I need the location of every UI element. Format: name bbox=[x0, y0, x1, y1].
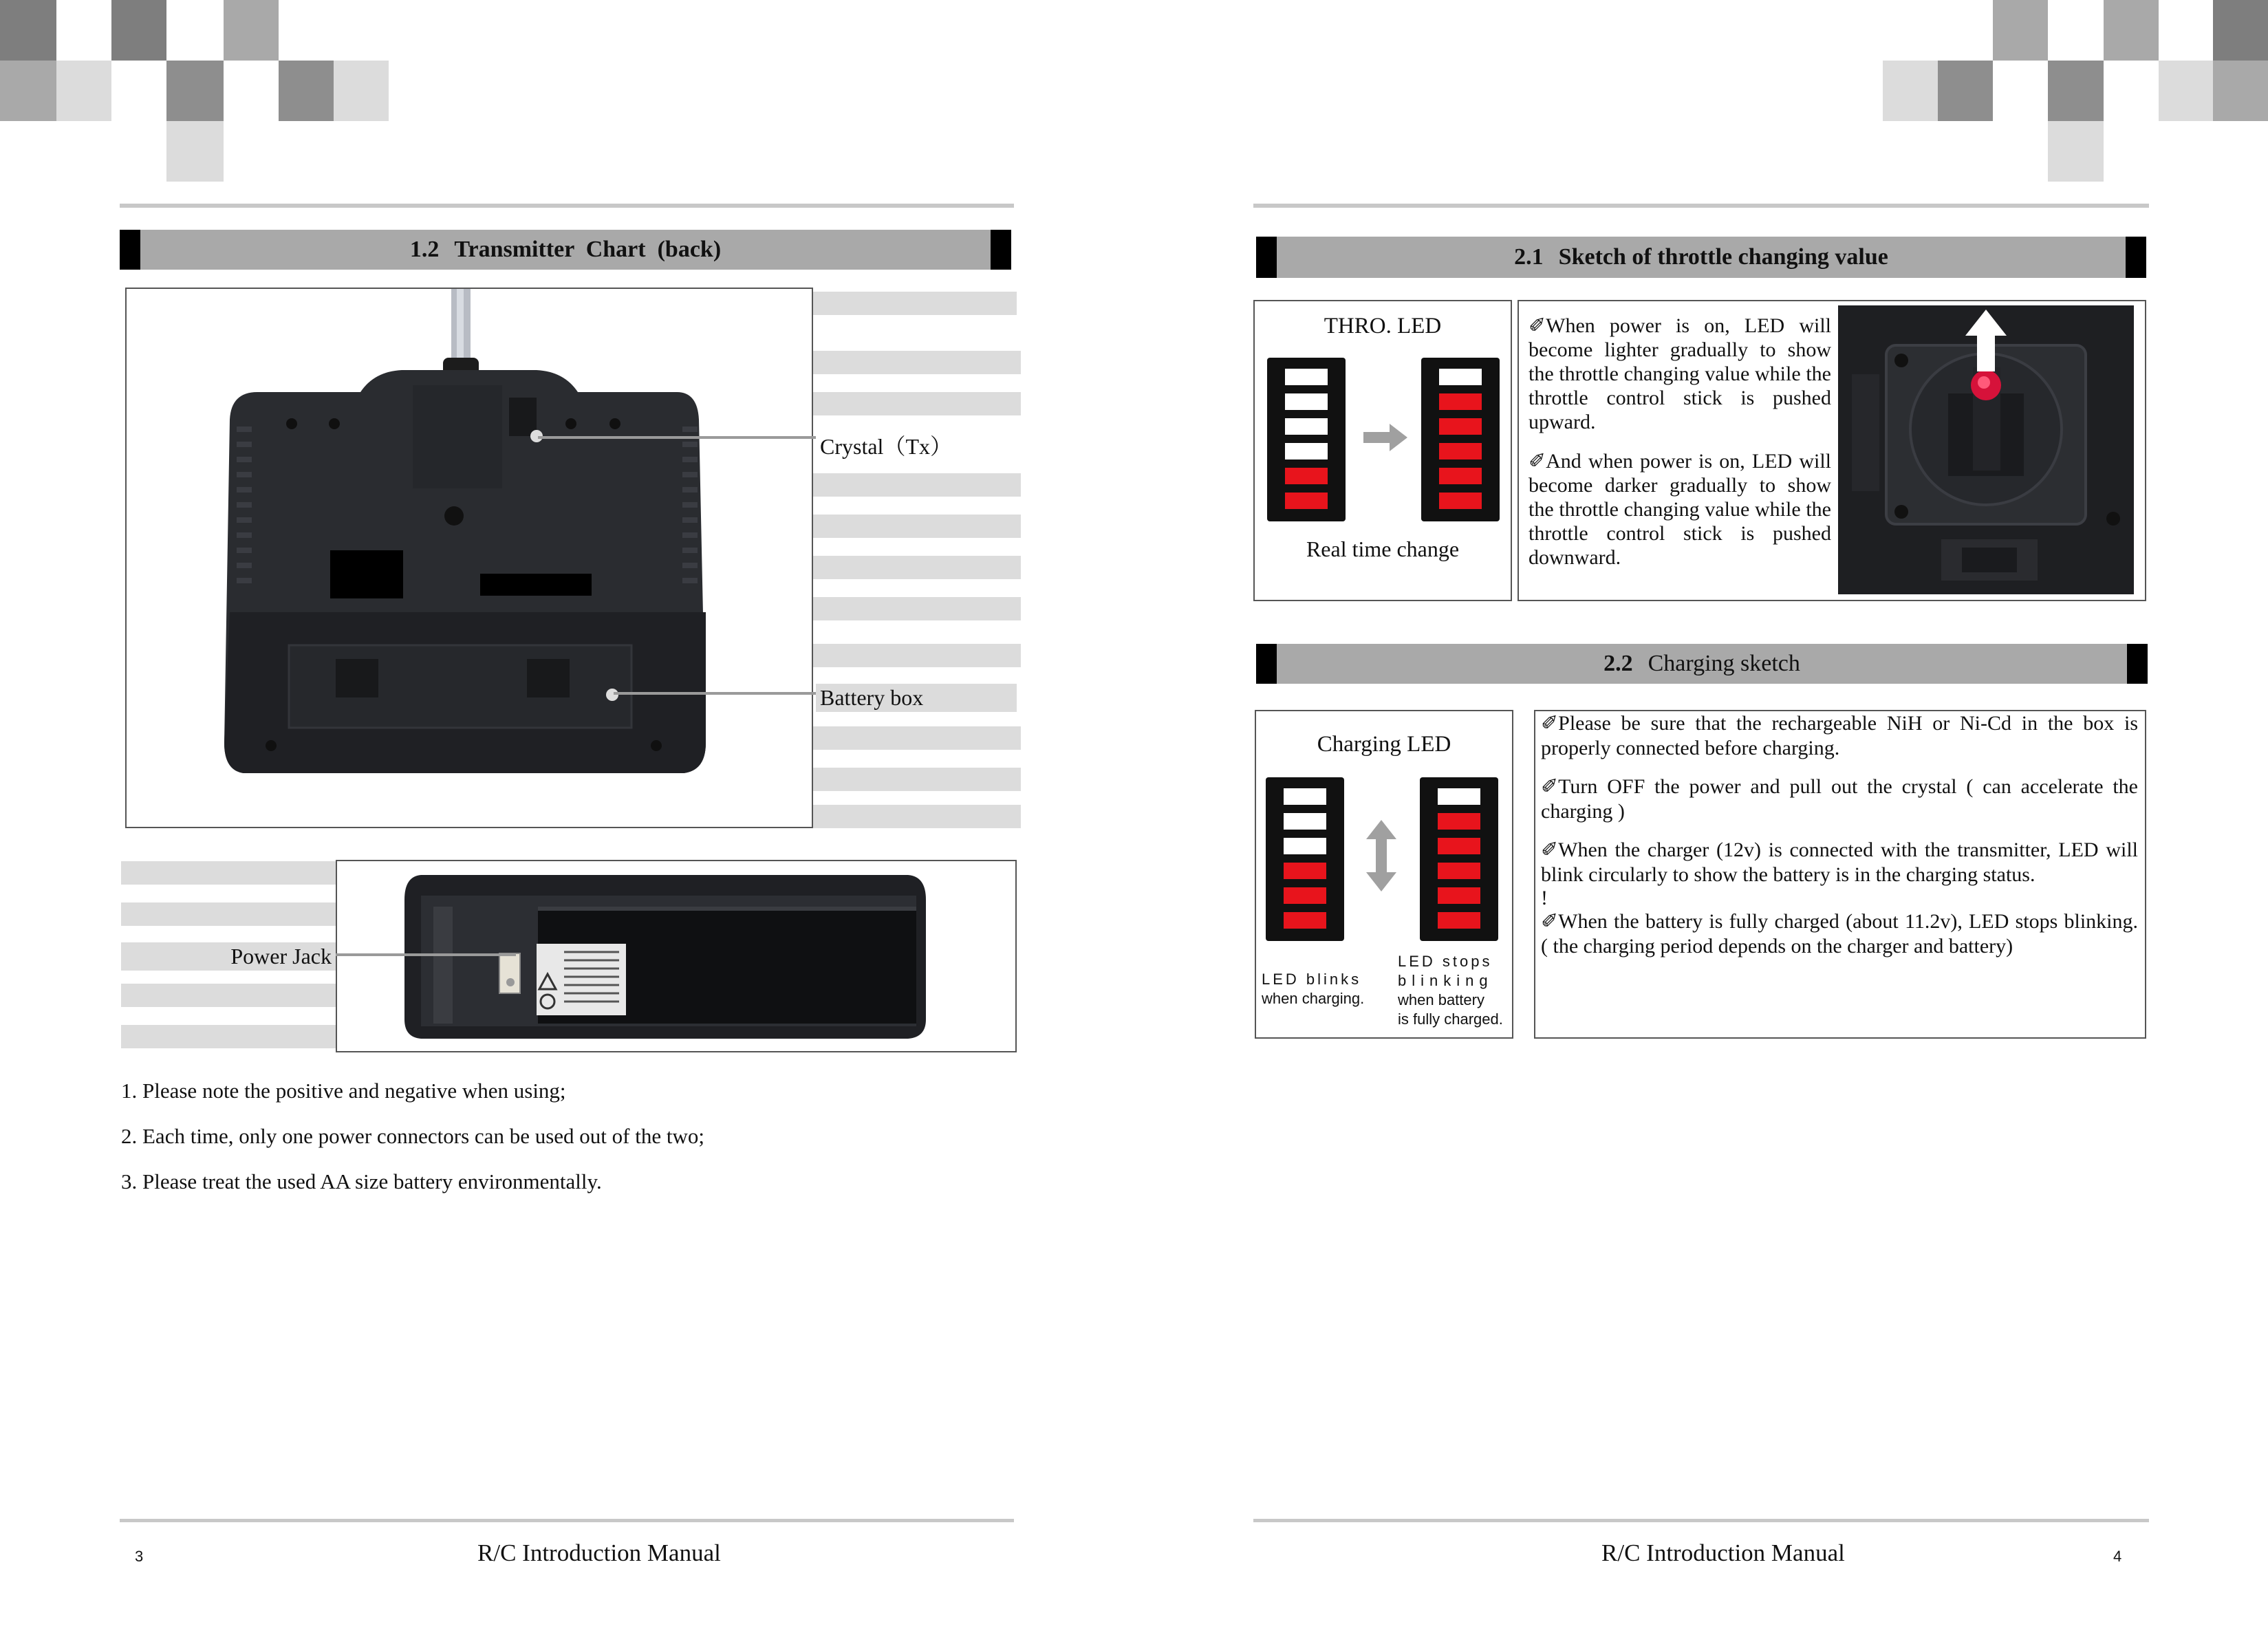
bottom-rule-left bbox=[120, 1519, 1014, 1522]
arrow-right-icon bbox=[1363, 424, 1407, 455]
section-header-2-1 bbox=[1256, 237, 2146, 278]
throttle-caption: Real time change bbox=[1306, 537, 1460, 561]
caption-stopped-line-3: when battery bbox=[1398, 991, 1484, 1008]
top-rule-right bbox=[1253, 204, 2149, 208]
charging-paragraph-1: ✐Please be sure that the rechargeable NiH or Ni-Cd in the box is properly connected before charging. bbox=[1541, 712, 2138, 759]
throttle-description-panel bbox=[1518, 300, 2146, 601]
charging-paragraph-4: ! bbox=[1541, 887, 1548, 909]
power-jack-leader-line bbox=[336, 953, 516, 956]
section-title: Charging sketch bbox=[1648, 651, 1800, 676]
page-number-left: 3 bbox=[135, 1548, 144, 1565]
footer-title-right: R/C Introduction Manual bbox=[1601, 1539, 1845, 1566]
top-rule-left bbox=[120, 204, 1014, 208]
throttle-paragraph-2: ✐And when power is on, LED will become darker gradually to show the throttle changing value while the throttle control stick is pushed downward. bbox=[1529, 450, 1831, 569]
charging-paragraph-3: ✐When the charger (12v) is connected with the transmitter, LED will blink circularly to show the battery is in the charging status. bbox=[1541, 839, 2138, 886]
caption-blinking-line-2: when charging. bbox=[1262, 990, 1365, 1007]
power-jack-label: Power Jack bbox=[121, 942, 336, 971]
charging-led-full bbox=[1420, 777, 1498, 941]
caption-blinking-line-1: LED blinks bbox=[1262, 971, 1362, 988]
caption-stopped bbox=[1398, 952, 1508, 1029]
battery-box-label: Battery box bbox=[816, 684, 1017, 712]
charging-paragraph-5: ✐When the battery is fully charged (about 11.2v), LED stops blinking. ( the charging period depends on the charger and battery) bbox=[1541, 910, 2138, 958]
crystal-leader-line bbox=[538, 436, 816, 439]
note-3: 3. Please treat the used AA size battery environmentally. bbox=[121, 1169, 602, 1193]
power-jack-photo bbox=[336, 860, 1017, 1052]
throttle-led-panel bbox=[1253, 300, 1512, 601]
section-header-1-2 bbox=[120, 230, 1011, 270]
footer-title-left: R/C Introduction Manual bbox=[477, 1539, 721, 1566]
throttle-text bbox=[1529, 314, 1831, 585]
section-number: 2.1 bbox=[1514, 244, 1544, 270]
caption-blinking bbox=[1262, 970, 1372, 1008]
throttle-paragraph-1: ✐When power is on, LED will become lighter gradually to show the throttle changing value while the throttle control stick is pushed upward. bbox=[1529, 314, 1831, 433]
throttle-led-after bbox=[1421, 358, 1500, 521]
charging-led-title: Charging LED bbox=[1317, 732, 1451, 757]
caption-stopped-line-2: blinking bbox=[1398, 972, 1493, 989]
charging-led-blinking bbox=[1266, 777, 1344, 941]
charging-led-panel bbox=[1255, 710, 1513, 1039]
throttle-led-before bbox=[1267, 358, 1346, 521]
charging-paragraph-2: ✐Turn OFF the power and pull out the crystal ( can accelerate the charging ) bbox=[1541, 775, 2138, 823]
section-header-2-2 bbox=[1256, 644, 2148, 684]
caption-stopped-line-1: LED stops bbox=[1398, 953, 1493, 970]
section-number: 2.2 bbox=[1603, 651, 1633, 676]
caption-stopped-line-4: is fully charged. bbox=[1398, 1010, 1503, 1028]
page-number-right: 4 bbox=[2113, 1548, 2122, 1565]
note-2: 2. Each time, only one power connectors can be used out of the two; bbox=[121, 1124, 704, 1148]
crystal-label: Crystal（Tx） bbox=[820, 434, 952, 459]
charging-text bbox=[1541, 711, 2138, 959]
transmitter-back-photo bbox=[125, 288, 813, 828]
throttle-stick-photo bbox=[1838, 305, 2134, 594]
up-down-arrow-icon bbox=[1366, 820, 1396, 895]
bottom-rule-right bbox=[1253, 1519, 2149, 1522]
battery-leader-line bbox=[614, 692, 816, 695]
throttle-led-title: THRO. LED bbox=[1324, 314, 1442, 338]
section-title: Transmitter Chart (back) bbox=[454, 237, 722, 262]
charging-description-panel bbox=[1534, 710, 2146, 1039]
section-number: 1.2 bbox=[409, 237, 440, 262]
note-1: 1. Please note the positive and negative when using; bbox=[121, 1079, 566, 1103]
section-title: Sketch of throttle changing value bbox=[1558, 244, 1888, 270]
